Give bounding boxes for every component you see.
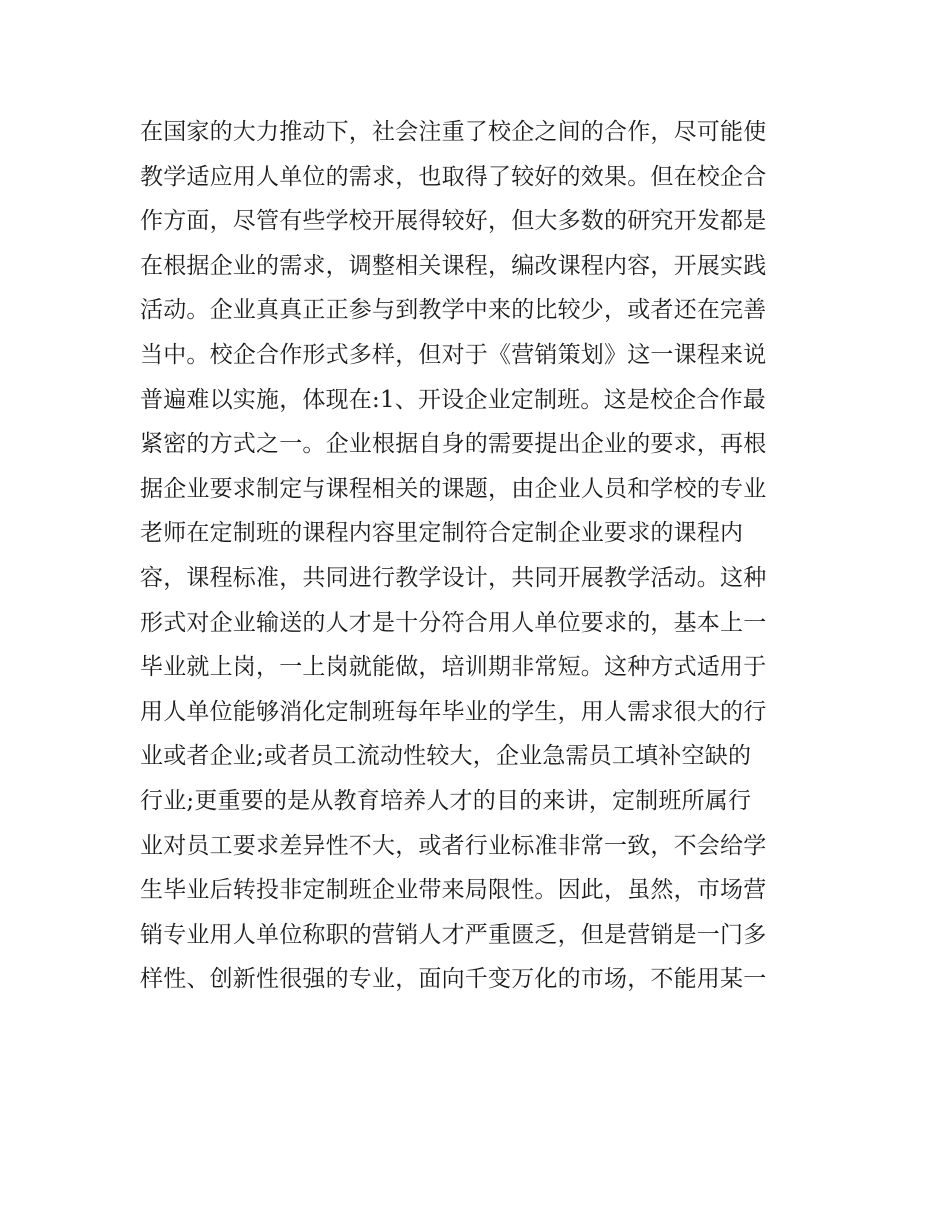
paragraph-line: 用人单位能够消化定制班每年毕业的学生，用人需求很大的行: [140, 698, 767, 725]
paragraph-line: 在国家的大力推动下，社会注重了校企之间的合作，尽可能使: [140, 119, 767, 145]
paragraph-line: 活动。企业真真正正参与到教学中来的比较少，或者还在完善: [140, 297, 767, 324]
paragraph-line: 据企业要求制定与课程相关的课题，由企业人员和学校的专业: [140, 475, 767, 502]
paragraph-line: 普遍难以实施，体现在:1、开设企业定制班。这是校企合作最: [140, 386, 766, 413]
paragraph-line: 当中。校企合作形式多样，但对于《营销策划》这一课程来说: [140, 341, 767, 368]
paragraph-line: 毕业就上岗，一上岗就能做，培训期非常短。这种方式适用于: [140, 654, 767, 681]
paragraph-line: 老师在定制班的课程内容里定制符合定制企业要求的课程内: [140, 520, 744, 547]
paragraph-line: 在根据企业的需求，调整相关课程，编改课程内容，开展实践: [140, 252, 767, 279]
paragraph-line: 业或者企业;或者员工流动性较大，企业急需员工填补空缺的: [140, 743, 752, 770]
paragraph-line: 行业;更重要的是从教育培养人才的目的来讲，定制班所属行: [140, 787, 752, 814]
paragraph-line: 教学适应用人单位的需求，也取得了较好的效果。但在校企合: [140, 163, 767, 190]
paragraph-line: 容，课程标准，共同进行教学设计，共同开展教学活动。这种: [140, 564, 767, 591]
paragraph-line: 销专业用人单位称职的营销人才严重匮乏，但是营销是一门多: [140, 921, 767, 948]
paragraph-line: 业对员工要求差异性不大，或者行业标准非常一致，不会给学: [140, 832, 767, 859]
body-paragraph: [140, 110, 830, 1002]
paragraph-line: 样性、创新性很强的专业，面向千变万化的市场，不能用某一: [140, 966, 767, 993]
paragraph-line: 生毕业后转投非定制班企业带来局限性。因此，虽然，市场营: [140, 877, 767, 904]
paragraph-line: 作方面，尽管有些学校开展得较好，但大多数的研究开发都是: [140, 208, 767, 235]
paragraph-line: 紧密的方式之一。企业根据自身的需要提出企业的要求，再根: [140, 431, 767, 458]
paragraph-line: 形式对企业输送的人才是十分符合用人单位要求的，基本上一: [140, 609, 767, 636]
